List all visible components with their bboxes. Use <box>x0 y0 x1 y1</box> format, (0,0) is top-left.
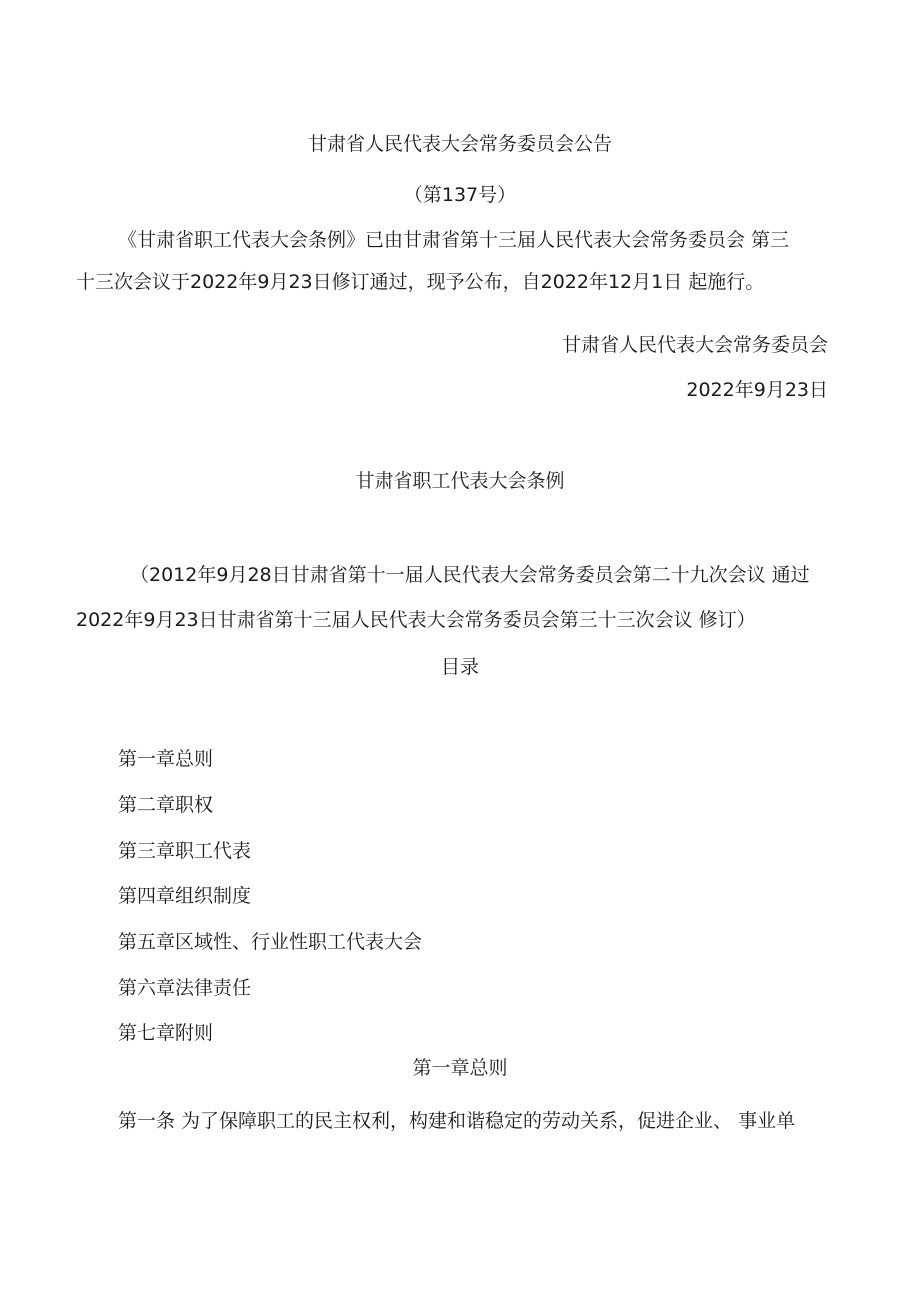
toc-item: 第四章组织制度 <box>118 885 252 907</box>
announcement-date: 2022年9月23日 <box>686 379 828 401</box>
toc-item: 第七章附则 <box>118 1022 214 1044</box>
regulation-history-line-1: （2012年9月28日甘肃省第十一届人民代表大会常务委员会第二十九次会议 通过 <box>130 564 810 586</box>
announcement-body-line-1: 《甘肃省职工代表大会条例》已由甘肃省第十三届人民代表大会常务委员会 第三 <box>118 229 790 251</box>
article-1-line-1: 第一条 为了保障职工的民主权利，构建和谐稳定的劳动关系，促进企业、 事业单 <box>118 1110 796 1132</box>
toc-heading: 目录 <box>440 656 479 678</box>
announcement-title: 甘肃省人民代表大会常务委员会公告 <box>307 133 612 155</box>
chapter-1-heading: 第一章总则 <box>412 1057 508 1079</box>
toc-item: 第三章职工代表 <box>118 840 252 862</box>
toc-item: 第二章职权 <box>118 794 214 816</box>
toc-item: 第五章区域性、行业性职工代表大会 <box>118 931 423 953</box>
announcement-number: （第137号） <box>403 184 517 206</box>
announcement-body-line-2: 十三次会议于2022年9月23日修订通过，现予公布，自2022年12月1日 起施行。 <box>76 271 765 293</box>
toc-item: 第六章法律责任 <box>118 977 252 999</box>
toc-item: 第一章总则 <box>118 748 214 770</box>
announcement-signature: 甘肃省人民代表大会常务委员会 <box>561 334 828 356</box>
regulation-title: 甘肃省职工代表大会条例 <box>355 470 565 492</box>
regulation-history-line-2: 2022年9月23日甘肃省第十三届人民代表大会常务委员会第三十三次会议 修订） <box>76 609 756 631</box>
